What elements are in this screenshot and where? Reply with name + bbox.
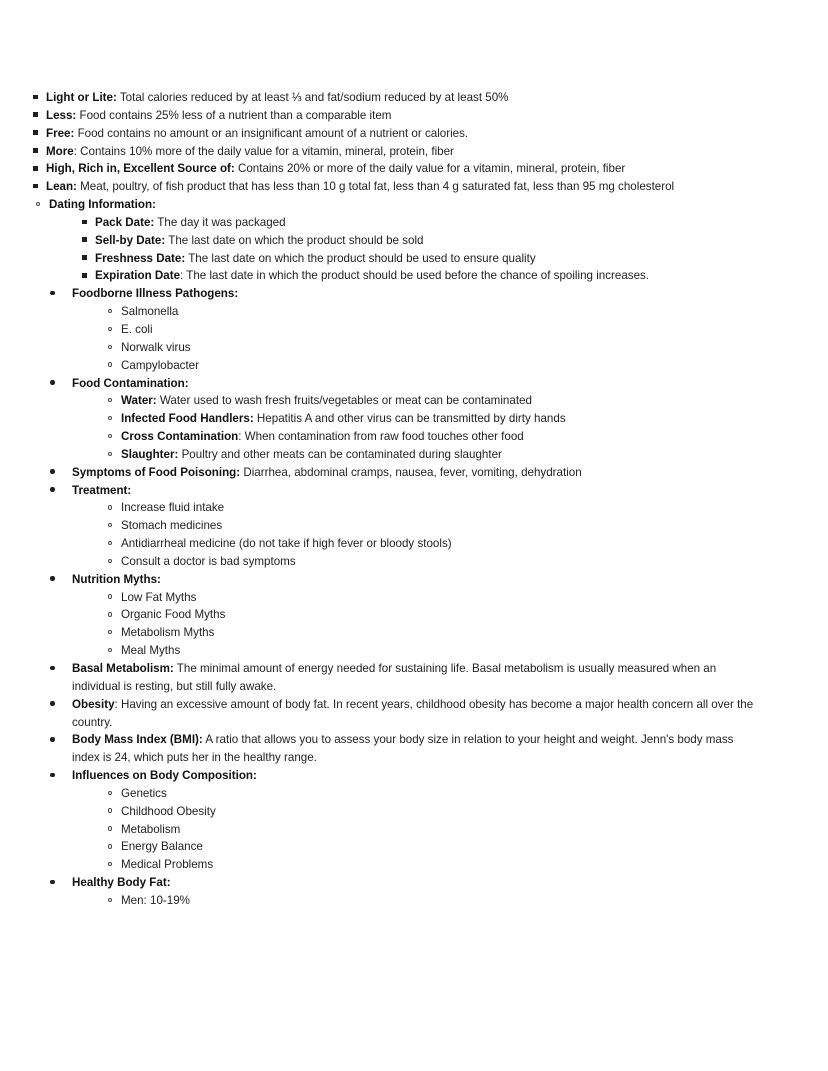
outline-item-description: Campylobacter — [121, 358, 199, 372]
outline-item-text — [121, 412, 566, 425]
outline-item-description: Food contains 25% less of a nutrient than a comparable item — [76, 108, 392, 122]
outline-item — [72, 642, 758, 660]
outline-item-text — [121, 359, 199, 372]
outline-sublist-level-2 — [72, 589, 758, 660]
round-bullet-icon — [50, 660, 60, 678]
outline-sublist-level-2 — [72, 785, 758, 874]
outline-item-term: More — [46, 144, 74, 158]
outline-item-text — [121, 858, 213, 871]
circle-bullet-icon — [36, 196, 40, 214]
outline-item-description: Energy Balance — [121, 840, 203, 854]
round-bullet-icon — [50, 767, 60, 785]
outline-item-description: Stomach medicines — [121, 519, 223, 533]
outline-item — [49, 214, 828, 232]
outline-item — [49, 232, 828, 250]
outline-item-text — [121, 555, 296, 568]
outline-item — [0, 571, 828, 660]
outline-item — [72, 553, 758, 571]
outline-item — [0, 767, 828, 874]
circle-bullet-icon — [108, 821, 112, 839]
outline-item-text — [121, 591, 196, 604]
outline-item — [0, 285, 828, 374]
outline-item-text — [121, 608, 225, 621]
circle-bullet-icon — [108, 589, 112, 607]
outline-item — [72, 535, 758, 553]
outline-sublist-level-2 — [72, 892, 758, 910]
outline-item-description: The minimal amount of energy needed for sustaining life. Basal metabolism is usually measured when an individual is resting, but still fully awake. — [72, 662, 717, 693]
outline-item-term: Symptoms of Food Poisoning: — [72, 465, 241, 479]
outline-item-description: Salmonella — [121, 305, 179, 319]
outline-item-text — [72, 377, 189, 390]
outline-item-term: Light or Lite: — [46, 91, 117, 104]
outline-item-term: Body Mass Index (BMI): — [72, 733, 203, 747]
outline-item-term: Water: — [121, 394, 157, 408]
circle-bullet-icon — [108, 785, 112, 803]
round-bullet-icon — [50, 696, 60, 714]
outline-item-term: Infected Food Handlers: — [121, 412, 254, 426]
outline-item — [0, 375, 828, 464]
circle-bullet-icon — [108, 642, 112, 660]
circle-bullet-icon — [108, 357, 112, 375]
outline-item — [72, 624, 758, 642]
outline-item-description: Total calories reduced by at least ⅓ and fat/sodium reduced by at least 50% — [116, 91, 509, 104]
outline-item-term: Pack Date: — [95, 215, 155, 229]
outline-item-description: Poultry and other meats can be contaminated during slaughter — [178, 447, 502, 461]
square-bullet-icon — [33, 178, 38, 196]
outline-item-description: Low Fat Myths — [121, 590, 197, 604]
outline-item — [0, 143, 828, 161]
circle-bullet-icon — [108, 339, 112, 357]
circle-bullet-icon — [108, 446, 112, 464]
outline-item-text — [121, 448, 502, 461]
outline-item-text — [95, 234, 423, 247]
outline-item — [0, 660, 828, 696]
outline-sublist-level-3 — [0, 89, 828, 196]
round-bullet-icon — [50, 464, 60, 482]
outline-item-term: Cross Contamination — [121, 430, 239, 444]
circle-bullet-icon — [108, 892, 112, 910]
outline-list — [0, 89, 828, 910]
outline-item-description: Meat, poultry, of fish product that has less than 10 g total fat, less than 4 g saturated fat, less than 95 mg cholesterol — [76, 180, 675, 194]
circle-bullet-icon — [108, 410, 112, 428]
outline-item-text — [121, 394, 532, 407]
outline-item-text — [49, 198, 156, 211]
outline-item-description: Men: 10-19% — [121, 893, 190, 907]
outline-item-text — [72, 876, 171, 889]
round-bullet-icon — [50, 731, 60, 749]
outline-item — [0, 125, 828, 143]
square-bullet-icon — [82, 214, 87, 232]
outline-item-text — [95, 216, 286, 229]
outline-item-description: Medical Problems — [121, 858, 214, 872]
outline-item-term: Sell-by Date: — [95, 233, 166, 247]
outline-item-text — [121, 840, 203, 853]
outline-item-term: High, Rich in, Excellent Source of: — [46, 162, 235, 176]
outline-item-term: Less: — [46, 108, 77, 122]
outline-item — [0, 696, 828, 732]
outline-item — [72, 606, 758, 624]
outline-item-description: Food contains no amount or an insignificant amount of a nutrient or calories. — [74, 126, 469, 140]
outline-item — [72, 856, 758, 874]
outline-item — [0, 731, 828, 767]
outline-item-text — [72, 287, 238, 300]
outline-item-term: Free: — [46, 126, 75, 140]
outline-item-description: Genetics — [121, 786, 167, 800]
square-bullet-icon — [82, 232, 87, 250]
outline-item-description: Organic Food Myths — [121, 608, 226, 622]
outline-item-description: The day it was packaged — [154, 215, 286, 229]
outline-item-text — [121, 341, 191, 354]
outline-item — [0, 874, 828, 910]
circle-bullet-icon — [108, 428, 112, 446]
outline-item-text — [46, 109, 391, 122]
outline-item-description: The last date on which the product should be used to ensure quality — [185, 251, 536, 265]
outline-item-term: Healthy Body Fat: — [72, 876, 171, 890]
round-bullet-icon — [50, 874, 60, 892]
outline-sublist-level-3 — [49, 214, 828, 285]
outline-item — [72, 339, 758, 357]
outline-item-text — [121, 823, 180, 836]
circle-bullet-icon — [108, 838, 112, 856]
outline-item-term: Dating Information: — [49, 198, 156, 212]
outline-item-term: Freshness Date: — [95, 251, 186, 265]
outline-item — [72, 321, 758, 339]
outline-item — [72, 446, 758, 464]
circle-bullet-icon — [108, 606, 112, 624]
square-bullet-icon — [33, 125, 38, 143]
outline-sublist-level-2 — [72, 499, 758, 570]
circle-bullet-icon — [108, 535, 112, 553]
outline-item-text — [121, 626, 214, 639]
outline-item-text — [46, 127, 468, 140]
outline-item-term: Nutrition Myths: — [72, 572, 161, 586]
outline-item-text — [121, 501, 224, 514]
circle-bullet-icon — [108, 392, 112, 410]
outline-sublist-level-2 — [72, 303, 758, 374]
outline-item-text — [121, 519, 222, 532]
circle-bullet-icon — [108, 856, 112, 874]
outline-item — [72, 517, 758, 535]
outline-item — [72, 303, 758, 321]
outline-item-text — [72, 466, 582, 479]
outline-item-text — [121, 787, 167, 800]
outline-item-term: Slaughter: — [121, 447, 179, 461]
outline-item — [72, 499, 758, 517]
outline-item — [0, 107, 828, 125]
outline-item-description: Consult a doctor is bad symptoms — [121, 554, 296, 568]
outline-item — [72, 357, 758, 375]
outline-item-text — [72, 573, 161, 586]
outline-item — [72, 410, 758, 428]
outline-item — [72, 392, 758, 410]
outline-item-description: A ratio that allows you to assess your body size in relation to your height and weight. Jenn's body mass index is 24, which puts her in the healthy range. — [72, 733, 734, 765]
outline-item-term: Foodborne Illness Pathogens: — [72, 287, 239, 301]
circle-bullet-icon — [108, 553, 112, 571]
outline-item — [49, 250, 828, 268]
outline-item-description: : Having an excessive amount of body fat. In recent years, childhood obesity has become a major health concern all over the country. — [72, 697, 754, 729]
outline-item — [72, 428, 758, 446]
outline-item-description: Increase fluid intake — [121, 501, 225, 515]
outline-item-term: Expiration Date — [95, 269, 181, 283]
outline-item-text — [121, 323, 153, 336]
outline-item-text — [95, 252, 536, 265]
outline-item-text — [121, 305, 178, 318]
square-bullet-icon — [33, 143, 38, 161]
circle-bullet-icon — [108, 624, 112, 642]
circle-bullet-icon — [108, 499, 112, 517]
outline-item-description: : The last date in which the product should be used before the chance of spoiling increases. — [180, 269, 650, 283]
outline-item-description: Contains 20% or more of the daily value for a vitamin, mineral, protein, fiber — [234, 162, 626, 176]
circle-bullet-icon — [108, 321, 112, 339]
outline-item-description: Childhood Obesity — [121, 804, 216, 818]
outline-item-description: Antidiarrheal medicine (do not take if high fever or bloody stools) — [121, 537, 452, 551]
outline-item — [0, 482, 828, 571]
outline-item-text — [72, 484, 131, 497]
round-bullet-icon — [50, 285, 60, 303]
outline-item — [72, 838, 758, 856]
outline-item-description: Metabolism Myths — [121, 626, 215, 640]
outline-item-text — [46, 180, 674, 193]
outline-item-text — [121, 805, 216, 818]
square-bullet-icon — [33, 89, 38, 107]
outline-item-description: Diarrhea, abdominal cramps, nausea, fever, vomiting, dehydration — [240, 465, 582, 479]
outline-item-text — [121, 537, 452, 550]
outline-item-text — [72, 698, 753, 729]
outline-item — [72, 589, 758, 607]
outline-item — [0, 89, 828, 107]
square-bullet-icon — [82, 250, 87, 268]
outline-item-text — [121, 894, 190, 907]
outline-item-term: Food Contamination: — [72, 376, 189, 390]
round-bullet-icon — [50, 571, 60, 589]
outline-content — [0, 89, 828, 910]
outline-item-description: : Contains 10% more of the daily value for a vitamin, mineral, protein, fiber — [73, 144, 454, 158]
outline-item-description: Hepatitis A and other virus can be transmitted by dirty hands — [253, 412, 566, 426]
outline-item-description: The last date on which the product should be sold — [165, 233, 424, 247]
outline-item-description: Meal Myths — [121, 644, 181, 658]
outline-item — [72, 785, 758, 803]
square-bullet-icon — [33, 160, 38, 178]
outline-item — [0, 196, 828, 285]
outline-sublist-level-2 — [0, 89, 828, 285]
outline-sublist-level-2 — [72, 392, 758, 463]
square-bullet-icon — [82, 267, 87, 285]
outline-item-term: Influences on Body Composition: — [72, 769, 257, 783]
circle-bullet-icon — [108, 517, 112, 535]
outline-item-text — [46, 145, 454, 158]
outline-item — [49, 267, 828, 285]
outline-item — [72, 803, 758, 821]
outline-item — [0, 464, 828, 482]
outline-item-description: Water used to wash fresh fruits/vegetables or meat can be contaminated — [156, 394, 532, 408]
round-bullet-icon — [50, 375, 60, 393]
round-bullet-icon — [50, 482, 60, 500]
outline-item-text — [95, 269, 649, 282]
outline-item — [0, 178, 828, 196]
circle-bullet-icon — [108, 303, 112, 321]
outline-item-text — [72, 662, 716, 693]
outline-item-description: Norwalk virus — [121, 340, 191, 354]
outline-item — [72, 821, 758, 839]
outline-item-term: Treatment: — [72, 483, 132, 497]
outline-item-description: : When contamination from raw food touches other food — [238, 430, 524, 444]
outline-item-term: Obesity — [72, 697, 115, 711]
square-bullet-icon — [33, 107, 38, 125]
outline-item-text — [72, 769, 257, 782]
outline-item-term: Basal Metabolism: — [72, 662, 174, 675]
outline-item-description: E. coli — [121, 322, 153, 336]
outline-item — [72, 892, 758, 910]
outline-item-text — [46, 162, 625, 175]
outline-item-text — [46, 91, 508, 104]
outline-item — [0, 160, 828, 178]
circle-bullet-icon — [108, 803, 112, 821]
outline-item-description: Metabolism — [121, 822, 181, 836]
outline-item-text — [121, 644, 180, 657]
outline-item-term: Lean: — [46, 180, 77, 194]
outline-item-text — [72, 733, 733, 764]
outline-item-text — [121, 430, 524, 443]
